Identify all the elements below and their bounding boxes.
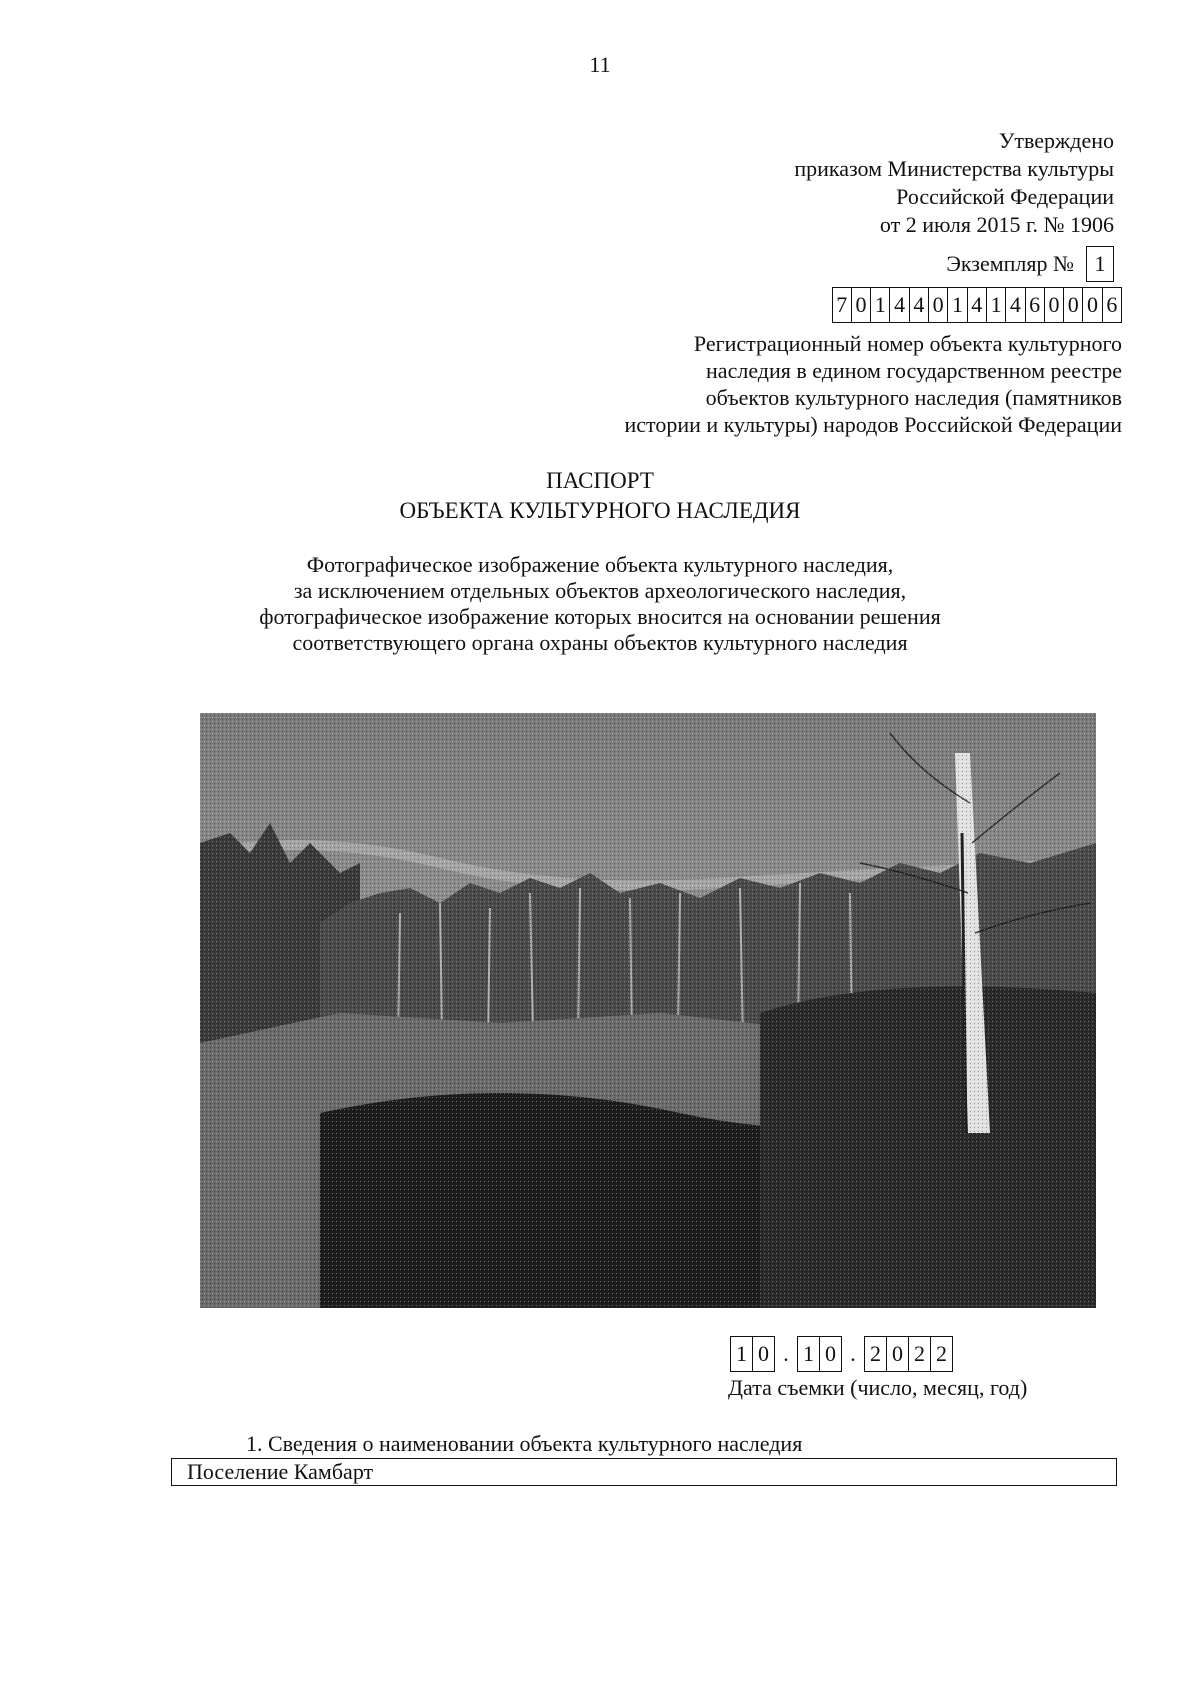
registration-caption-line: наследия в едином государственном реестре (706, 358, 1122, 383)
registration-digit: 4 (910, 288, 929, 322)
shooting-date (730, 1336, 953, 1372)
copy-label: Экземпляр № (946, 251, 1074, 276)
date-digit: 1 (798, 1337, 820, 1371)
date-year (864, 1336, 953, 1372)
date-digit: 1 (731, 1337, 753, 1371)
date-day (730, 1336, 775, 1372)
registration-digit: 1 (871, 288, 890, 322)
approval-line: от 2 июля 2015 г. № 1906 (879, 212, 1114, 237)
heritage-site-photo (200, 713, 1096, 1308)
registration-caption-line: Регистрационный номер объекта культурного (693, 331, 1122, 356)
title-line-1: ПАСПОРТ (546, 468, 654, 493)
photo-caption-line: соответствующего органа охраны объектов культурного наследия (292, 630, 908, 655)
photo-caption-line: Фотографическое изображение объекта культурного наследия, (306, 552, 894, 577)
page-number: 11 (589, 52, 611, 77)
copy-number-row (946, 246, 1114, 282)
date-digit: 0 (887, 1337, 909, 1371)
registration-caption-line: истории и культуры) народов Российской Федерации (624, 412, 1122, 437)
registration-digit: 0 (1083, 288, 1102, 322)
photo-caption-line: фотографическое изображение которых вносится на основании решения (259, 604, 941, 629)
registration-digit: 6 (1103, 288, 1122, 322)
date-caption: Дата съемки (число, месяц, год) (728, 1375, 1028, 1400)
registration-digit: 1 (948, 288, 967, 322)
registration-digit: 1 (987, 288, 1006, 322)
date-month (797, 1336, 842, 1372)
photo-caption (0, 552, 1200, 656)
title-line-2: ОБЪЕКТА КУЛЬТУРНОГО НАСЛЕДИЯ (399, 498, 801, 523)
document-title (0, 466, 1200, 526)
registration-digit: 4 (890, 288, 909, 322)
registration-digit: 4 (968, 288, 987, 322)
copy-number-box: 1 (1086, 246, 1114, 282)
registration-digit: 0 (852, 288, 871, 322)
registration-caption (624, 330, 1122, 438)
photo-caption-line: за исключением отдельных объектов археологического наследия, (293, 578, 907, 603)
registration-number (832, 287, 1122, 323)
object-name-field: Поселение Камбарт (171, 1458, 1117, 1486)
date-digit: 2 (931, 1337, 953, 1371)
registration-caption-line: объектов культурного наследия (памятников (705, 385, 1122, 410)
approval-line: Утверждено (998, 128, 1114, 153)
date-digit: 0 (753, 1337, 775, 1371)
date-digit: 2 (865, 1337, 887, 1371)
date-separator: . (783, 1341, 789, 1366)
approval-line: Российской Федерации (896, 184, 1114, 209)
approval-block (794, 127, 1114, 239)
registration-digit: 0 (1064, 288, 1083, 322)
registration-digit: 4 (1006, 288, 1025, 322)
section-1-heading: 1. Сведения о наименовании объекта культурного наследия (246, 1431, 803, 1456)
date-digit: 2 (909, 1337, 931, 1371)
registration-digit: 0 (1045, 288, 1064, 322)
date-digit: 0 (820, 1337, 842, 1371)
registration-digit: 6 (1026, 288, 1045, 322)
registration-digit: 7 (833, 288, 852, 322)
date-separator: . (850, 1341, 856, 1366)
approval-line: приказом Министерства культуры (794, 156, 1114, 181)
registration-digit: 0 (929, 288, 948, 322)
